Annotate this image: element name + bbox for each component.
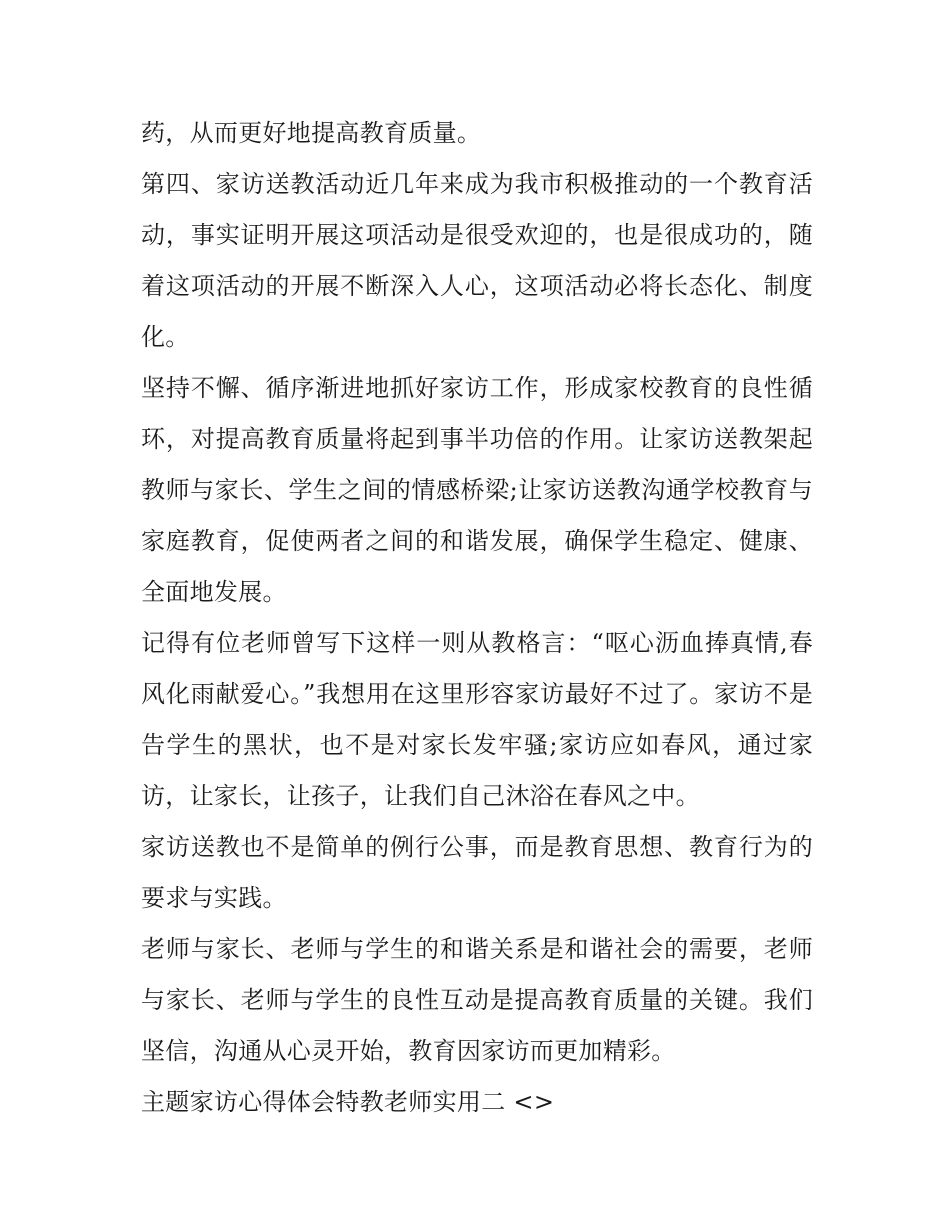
paragraph-6: 老师与家长、老师与学生的和谐关系是和谐社会的需要，老师与家长、老师与学生的良性互动是提高教育质量的关键。我们坚信，沟通从心灵开始，教育因家访而更加精彩。 <box>141 935 813 1065</box>
section-heading: 主题家访心得体会特教老师实用二 <> <box>141 1088 555 1116</box>
paragraph-4: 记得有位老师曾写下这样一则从教格言：“呕心沥血捧真情,春风化雨献爱心。”我想用在这里形容家访最好不过了。家访不是告学生的黑状，也不是对家长发牢骚;家访应如春风，通过家访，让家长，让孩子，让我们自己沐浴在春风之中。 <box>141 629 813 810</box>
paragraph-1: 药，从而更好地提高教育质量。 <box>141 119 482 147</box>
paragraph-2: 第四、家访送教活动近几年来成为我市积极推动的一个教育活动，事实证明开展这项活动是很受欢迎的，也是很成功的，随着这项活动的开展不断深入人心，这项活动必将长态化、制度化。 <box>141 170 813 351</box>
paragraph-3: 坚持不懈、循序渐进地抓好家访工作，形成家校教育的良性循环，对提高教育质量将起到事半功倍的作用。让家访送教架起教师与家长、学生之间的情感桥梁;让家访送教沟通学校教育与家庭教育，促使两者之间的和谐发展，确保学生稳定、健康、全面地发展。 <box>141 374 813 606</box>
paragraph-5: 家访送教也不是简单的例行公事，而是教育思想、教育行为的要求与实践。 <box>141 833 813 912</box>
document-body <box>141 108 813 1128</box>
